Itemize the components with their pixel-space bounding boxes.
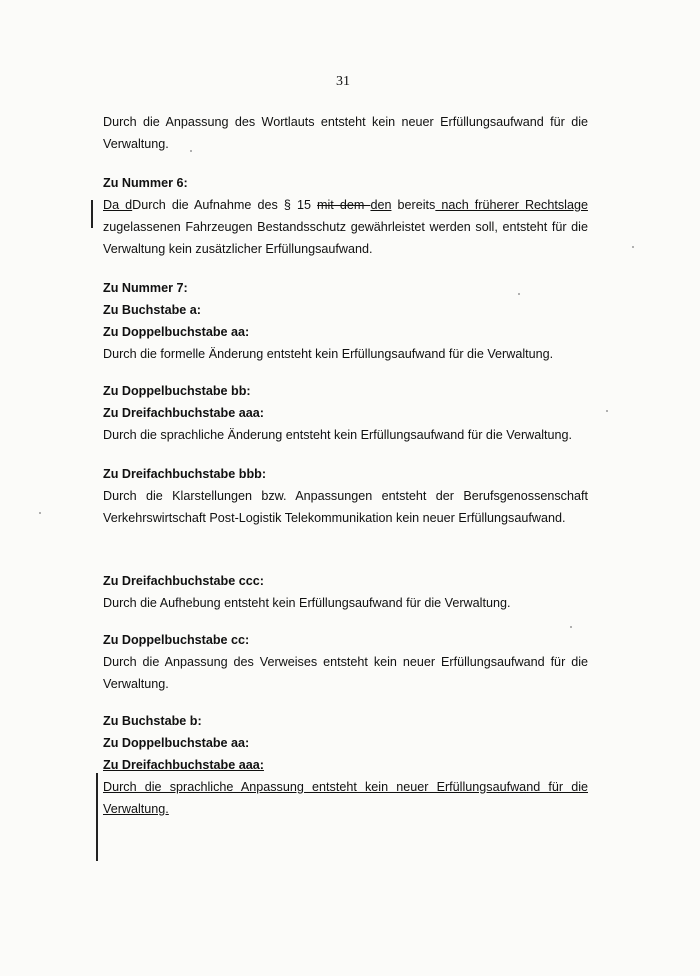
document-body <box>103 111 588 820</box>
subsection-heading: Zu Buchstabe b: <box>103 714 202 728</box>
subsection-heading: Zu Dreifachbuchstabe ccc: <box>103 574 264 588</box>
inserted-paragraph: Durch die sprachliche Anpassung entsteht kein neuer Erfüllungsaufwand für die Verwaltung. <box>103 780 588 816</box>
inserted-text: nach früherer Rechtslage <box>435 198 588 212</box>
subsection-heading: Zu Doppelbuchstabe aa: <box>103 736 250 750</box>
text-segment: bereits <box>391 198 436 212</box>
inserted-heading: Zu Dreifachbuchstabe aaa: <box>103 758 264 772</box>
scan-speck <box>632 246 634 248</box>
section-heading: Zu Nummer 6: <box>103 176 188 190</box>
scan-speck <box>39 512 41 514</box>
subsection-heading: Zu Dreifachbuchstabe bbb: <box>103 467 267 481</box>
page-number: 31 <box>336 74 350 89</box>
subsection-heading: Zu Doppelbuchstabe bb: <box>103 384 251 398</box>
deleted-text: mit dem <box>317 198 371 212</box>
paragraph: Durch die formelle Änderung entsteht kein Erfüllungsaufwand für die Verwaltung. <box>103 347 554 361</box>
scan-speck <box>606 410 608 412</box>
subsection-heading: Zu Doppelbuchstabe cc: <box>103 633 250 647</box>
paragraph: Durch die sprachliche Änderung entsteht kein Erfüllungsaufwand für die Verwaltung. <box>103 428 573 442</box>
inserted-text: Da d <box>103 198 133 212</box>
change-bar <box>96 773 98 861</box>
paragraph: Durch die Klarstellungen bzw. Anpassungen entsteht der Berufsgenossenschaft Verkehrswirtschaft Post-Logistik Telekommunikation kein neuer Erfüllungsaufwand. <box>103 489 588 525</box>
text-segment: zugelassenen Fahrzeugen Bestandsschutz gewährleistet werden soll, entsteht für die Verwaltung kein zusätzlicher Erfüllungsaufwand. <box>103 220 588 256</box>
subsection-heading: Zu Doppelbuchstabe aa: <box>103 325 250 339</box>
text-segment: Durch die Aufnahme des § 15 <box>132 198 318 212</box>
paragraph: Durch die Anpassung des Wortlauts entsteht kein neuer Erfüllungsaufwand für die Verwaltung. <box>103 115 588 151</box>
section-heading: Zu Nummer 7: <box>103 281 188 295</box>
inserted-text: den <box>370 198 392 212</box>
paragraph: Durch die Aufhebung entsteht kein Erfüllungsaufwand für die Verwaltung. <box>103 596 511 610</box>
paragraph: Durch die Anpassung des Verweises entsteht kein neuer Erfüllungsaufwand für die Verwaltung. <box>103 655 588 691</box>
subsection-heading: Zu Buchstabe a: <box>103 303 201 317</box>
paragraph-tracked-changes <box>103 194 588 260</box>
change-bar <box>91 200 93 228</box>
subsection-heading: Zu Dreifachbuchstabe aaa: <box>103 406 264 420</box>
